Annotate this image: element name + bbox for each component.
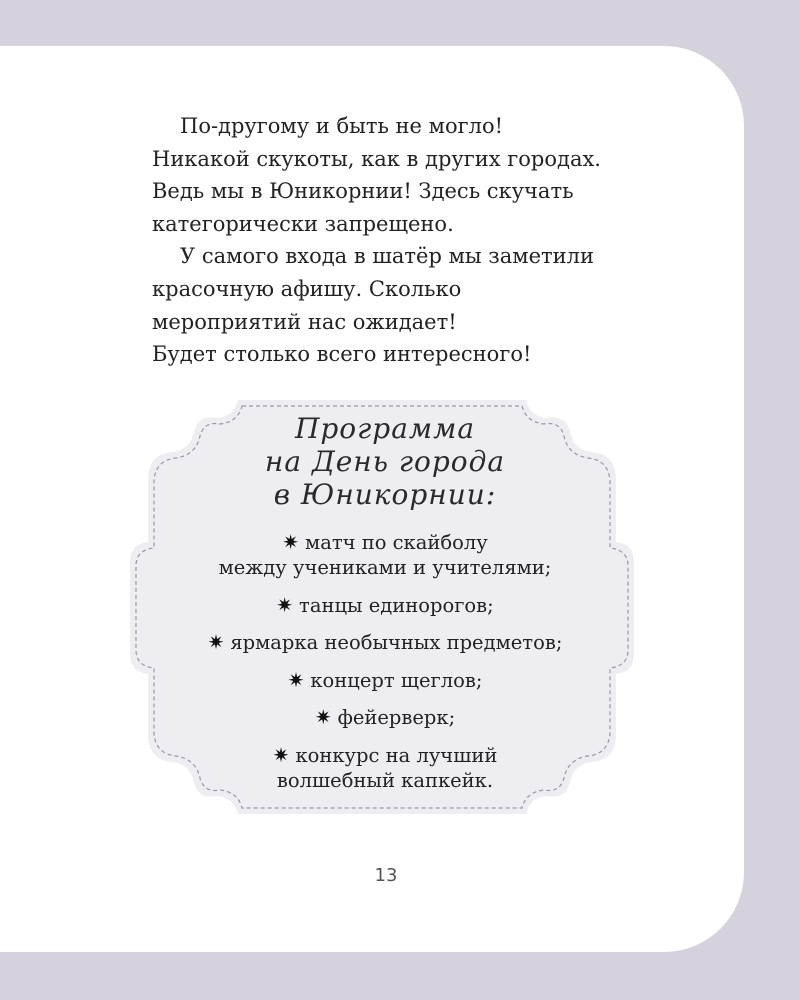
star-bullet-icon: ✷ [272, 742, 290, 767]
program-item-text: между учениками и учителями; [218, 556, 552, 579]
program-item-text: конкурс на лучший [295, 743, 498, 767]
program-title-line: Программа [294, 412, 476, 445]
star-bullet-icon: ✷ [276, 592, 294, 617]
program-item [140, 668, 630, 693]
program-list [140, 530, 630, 805]
program-title [140, 412, 630, 511]
text-line: красочную афишу. Сколько [152, 276, 462, 301]
paragraph [152, 110, 672, 240]
program-item-text: концерт щеглов; [310, 668, 483, 692]
program-item [140, 705, 630, 730]
program-item-text: фейерверк; [337, 706, 456, 729]
program-item-text: матч по скайболу [305, 531, 488, 554]
program-item-text: танцы единорогов; [299, 593, 494, 617]
star-bullet-icon: ✷ [314, 705, 332, 729]
program-item [140, 593, 630, 618]
text-line: Никакой скукоты, как в других городах. [152, 146, 601, 171]
paragraph [152, 240, 672, 370]
program-item-text: волшебный капкейк. [276, 768, 494, 792]
text-line: По-другому и быть не могло! [180, 114, 504, 138]
text-line: категорически запрещено. [152, 211, 454, 236]
program-item-text: ярмарка необычных предметов; [230, 631, 563, 654]
star-bullet-icon: ✷ [282, 530, 300, 554]
body-text [152, 110, 672, 371]
program-item [140, 630, 630, 655]
program-title-line: в Юникорнии: [273, 478, 497, 511]
text-line: У самого входа в шатёр мы заметили [180, 244, 594, 269]
star-bullet-icon: ✷ [287, 667, 305, 692]
text-line: мероприятий нас ожидает! [152, 309, 457, 334]
text-line: Ведь мы в Юникорнии! Здесь скучать [152, 179, 574, 204]
program-title-line: на День города [264, 445, 506, 478]
star-bullet-icon: ✷ [207, 630, 225, 654]
text-line: Будет столько всего интересного! [152, 342, 532, 367]
program-item [140, 530, 630, 580]
program-item [140, 743, 630, 793]
page-number: 13 [374, 865, 398, 886]
